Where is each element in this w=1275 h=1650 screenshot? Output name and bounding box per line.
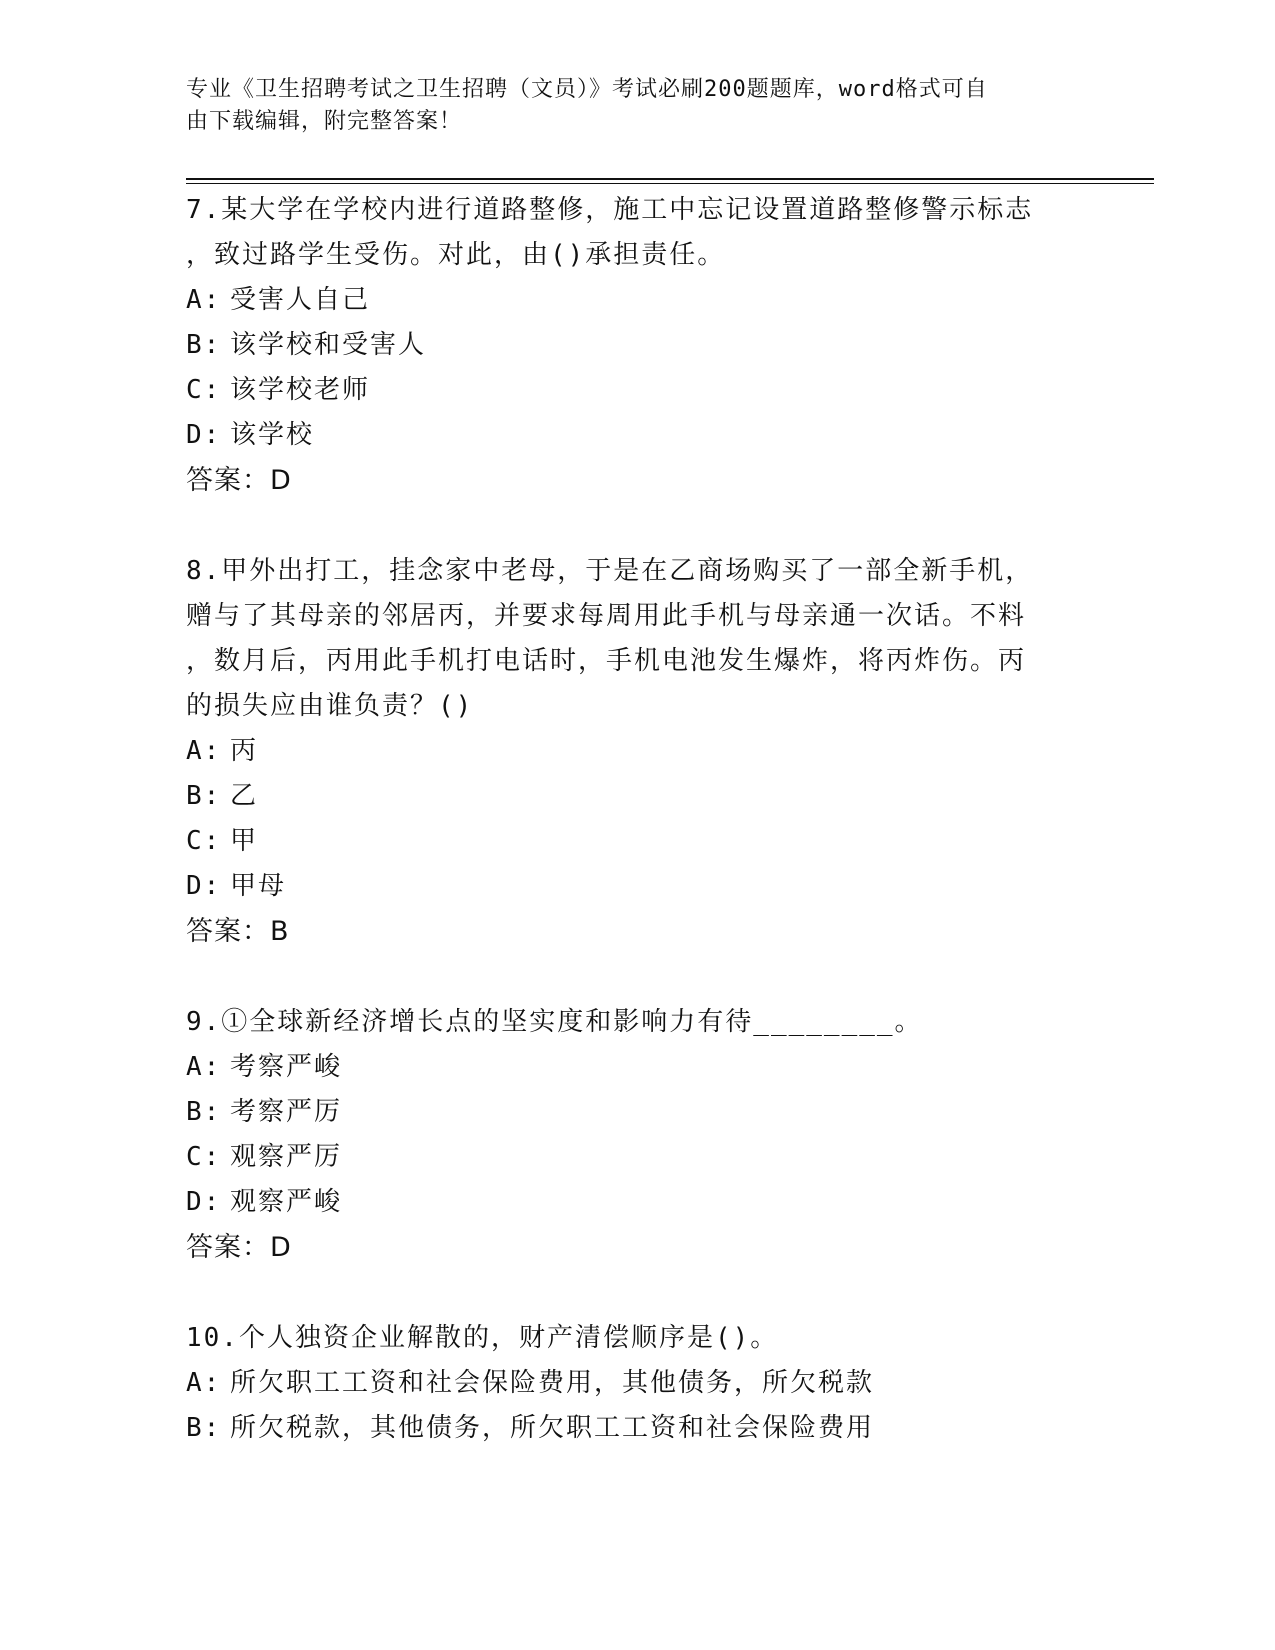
option-d [186, 1180, 1086, 1225]
option-letter: A: [186, 285, 222, 315]
option-d [186, 413, 1086, 458]
option-text: 该学校和受害人 [230, 330, 427, 360]
option-d [186, 864, 1086, 909]
option-text: 考察严厉 [230, 1097, 343, 1127]
option-letter: A: [186, 1368, 222, 1398]
option-c [186, 1135, 1086, 1180]
option-letter: B: [186, 1413, 222, 1443]
option-letter: A: [186, 1052, 222, 1082]
option-text: 乙 [230, 781, 259, 811]
question-text-line: 8.甲外出打工，挂念家中老母，于是在乙商场购买了一部全新手机， [186, 556, 1034, 586]
option-letter: C: [186, 1142, 222, 1172]
option-text: 观察严峻 [230, 1187, 343, 1217]
option-text: 观察严厉 [230, 1142, 343, 1172]
option-c [186, 819, 1086, 864]
option-text: 所欠职工工资和社会保险费用，其他债务，所欠税款 [230, 1368, 875, 1398]
header-line-1: 专业《卫生招聘考试之卫生招聘（文员）》考试必刷200题题库，word格式可自 [186, 77, 988, 102]
option-a [186, 1361, 1086, 1406]
option-b [186, 1090, 1086, 1135]
option-letter: C: [186, 826, 222, 856]
answer-line: 答案：D [186, 1232, 292, 1263]
header-divider-thick [186, 178, 1154, 180]
answer-line: 答案：B [186, 916, 290, 947]
header-line-2: 由下载编辑，附完整答案！ [186, 109, 463, 134]
header-divider-thin [186, 183, 1154, 184]
question-text-line: 10.个人独资企业解散的，财产清偿顺序是()。 [186, 1323, 779, 1353]
question-7 [186, 188, 1086, 503]
option-c [186, 368, 1086, 413]
answer-line: 答案：D [186, 465, 292, 496]
option-b [186, 774, 1086, 819]
question-10 [186, 1316, 1086, 1451]
option-text: 甲母 [230, 871, 287, 901]
option-letter: B: [186, 330, 222, 360]
option-letter: B: [186, 781, 222, 811]
question-text-line: 赠与了其母亲的邻居丙，并要求每周用此手机与母亲通一次话。不料 [186, 601, 1027, 631]
option-text: 考察严峻 [230, 1052, 343, 1082]
document-header [186, 74, 1066, 138]
option-text: 该学校老师 [230, 375, 371, 405]
option-letter: D: [186, 871, 222, 901]
option-b [186, 1406, 1086, 1451]
question-list [186, 188, 1086, 1497]
option-a [186, 729, 1086, 774]
option-a [186, 278, 1086, 323]
option-text: 丙 [230, 736, 259, 766]
option-letter: B: [186, 1097, 222, 1127]
option-text: 所欠税款，其他债务，所欠职工工资和社会保险费用 [230, 1413, 875, 1443]
option-b [186, 323, 1086, 368]
question-text-line: 的损失应由谁负责？() [186, 691, 474, 721]
question-text-line: 9.①全球新经济增长点的坚实度和影响力有待________。 [186, 1007, 923, 1037]
option-text: 甲 [230, 826, 259, 856]
option-letter: D: [186, 420, 222, 450]
question-text-line: 7.某大学在学校内进行道路整修，施工中忘记设置道路整修警示标志 [186, 195, 1034, 225]
option-text: 该学校 [230, 420, 315, 450]
question-text-line: ，数月后，丙用此手机打电话时，手机电池发生爆炸，将丙炸伤。丙 [186, 646, 1027, 676]
option-letter: D: [186, 1187, 222, 1217]
question-8 [186, 549, 1086, 954]
question-9 [186, 1000, 1086, 1270]
question-text-line: ，致过路学生受伤。对此，由()承担责任。 [186, 240, 726, 270]
option-a [186, 1045, 1086, 1090]
option-text: 受害人自己 [230, 285, 371, 315]
option-letter: A: [186, 736, 222, 766]
option-letter: C: [186, 375, 222, 405]
